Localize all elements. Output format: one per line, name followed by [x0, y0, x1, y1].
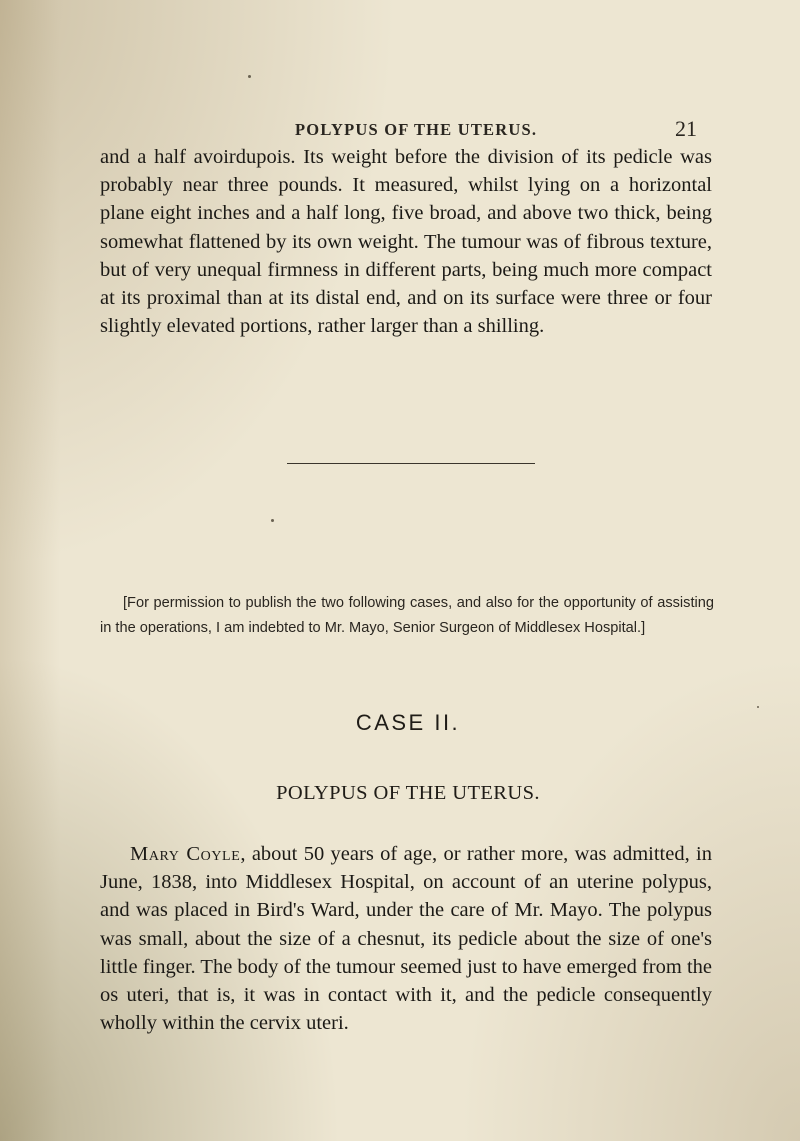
running-head [0, 116, 800, 146]
page-number: 21 [675, 116, 697, 141]
paragraph-2 [100, 840, 712, 1037]
editorial-note: [For permission to publish the two following cases, and also for the opportunity of assisting in the operations, I am indebted to Mr. Mayo, Senior Surgeon of Middlesex Hospital.] [100, 595, 714, 636]
section-divider [287, 463, 535, 464]
paragraph-1: and a half avoirdupois. Its weight before the division of its pedicle was probably near three pounds. It measured, whilst lying on a horizontal plane eight inches and a half long, five broad, and above two thick, being somewhat flattened by its own weight. The tumour was of fibrous texture, but of very unequal firmness in different parts, being much more compact at its proximal than at its distal end, and on its surface were three or four slightly elevated portions, rather larger than a shilling. [100, 146, 712, 338]
patient-name: Mary Coyle [130, 843, 241, 865]
case-subtitle-text: POLYPUS OF THE UTERUS. [276, 782, 540, 804]
case-heading-text: CASE II. [355, 710, 461, 735]
case-heading [0, 710, 800, 736]
case-subtitle [0, 782, 800, 805]
paragraph-2-text: , about 50 years of age, or rather more, was admitted, in June, 1838, into Middlesex Hospital, on account of an uterine polypus, and was placed in Bird's Ward, under the care of Mr. Mayo. The polypus was small, about the size of a chesnut, its pedicle about the size of one's little finger. The body of the tumour seemed just to have emerged from the os uteri, that is, it was in contact with it, and the pedicle consequently wholly within the cervix uteri. [100, 843, 712, 1035]
running-title: POLYPUS OF THE UTERUS. [295, 120, 538, 139]
